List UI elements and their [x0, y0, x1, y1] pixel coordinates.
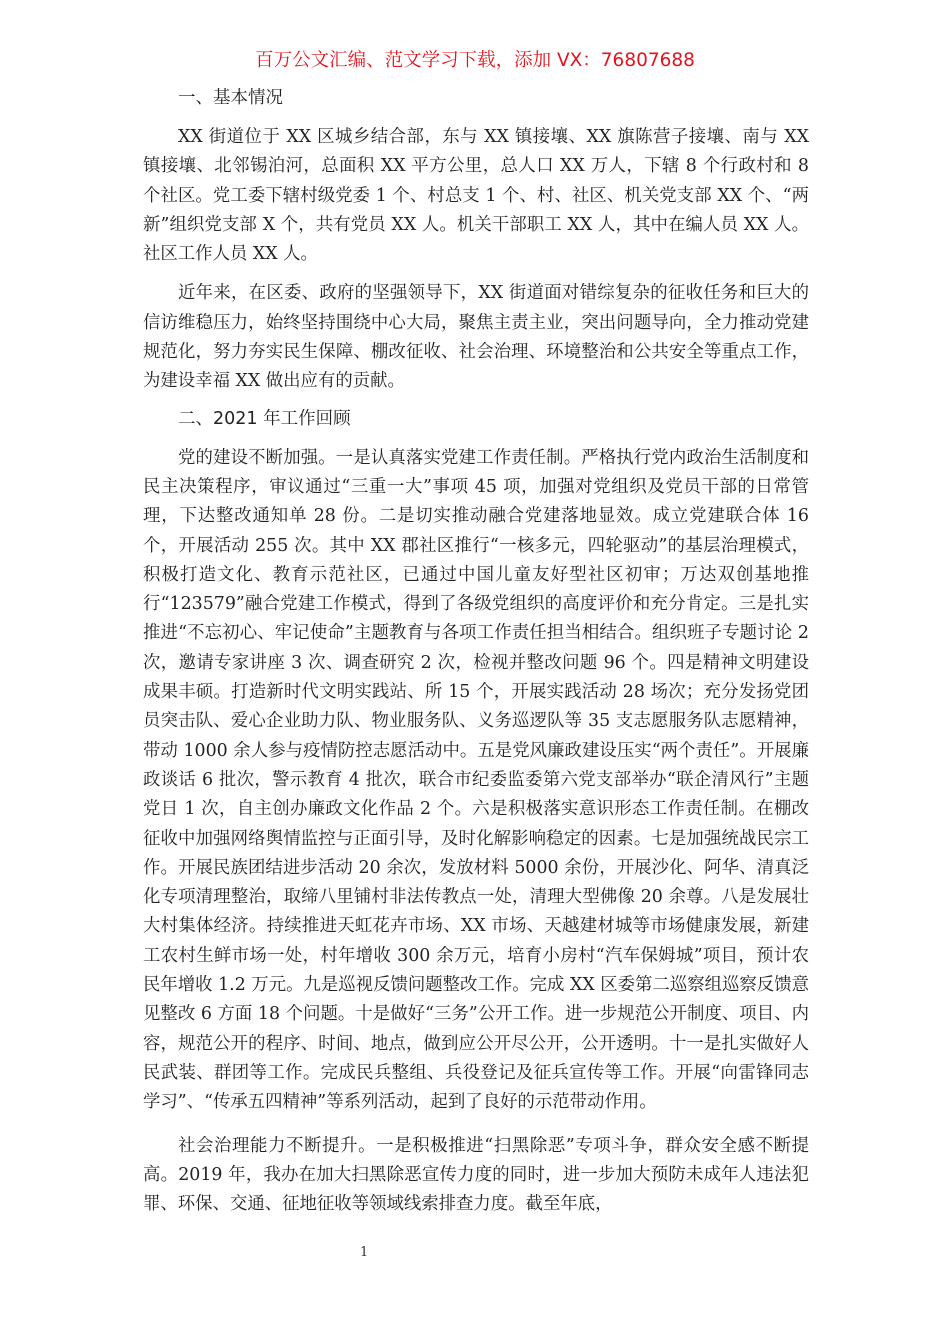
paragraph-social-governance: 社会治理能力不断提升。一是积极推进“扫黑除恶”专项斗争，群众安全感不断提高。2019 年，我办在加大扫黑除恶宣传力度的同时，进一步加大预防未成年人违法犯罪、环保、交通、征地征收等领域线索排查力度。截至年底，: [143, 1135, 809, 1215]
watermark-banner: 百万公文汇编、范文学习下载，添加 VX：76807688: [255, 50, 695, 71]
section-heading-basic-info: 一、基本情况: [178, 88, 283, 108]
page-number: 1: [360, 1245, 369, 1260]
document-body: [143, 84, 809, 1219]
paragraph-overview: XX 街道位于 XX 区城乡结合部，东与 XX 镇接壤、XX 旗陈营子接壤、南与 XX 镇接壤、北邻锡泊河，总面积 XX 平方公里，总人口 XX 万人，下辖 8 个行政村和 8 个社区。党工委下辖村级党委 1 个、村总支 1 个、村、社区、机关党支部 XX 个、“两新”组织党支部 X 个，共有党员 XX 人。机关干部职工 XX 人，其中在编人员 XX 人。社区工作人员 XX 人。: [143, 127, 809, 265]
paragraph-party-building: 党的建设不断加强。一是认真落实党建工作责任制。严格执行党内政治生活制度和民主决策程序，审议通过“三重一大”事项 45 项，加强对党组织及党员干部的日常管理，下达整改通知单 28 份。二是切实推动融合党建落地显效。成立党建联合体 16 个，开展活动 255 次。其中 XX 郡社区推行“一核多元，四轮驱动”的基层治理模式，积极打造文化、教育示范社区，已通过中国儿童友好型社区初审；万达双创基地推行“123579”融合党建工作模式，得到了各级党组织的高度评价和充分肯定。三是扎实推进“不忘初心、牢记使命”主题教育与各项工作责任担当相结合。组织班子专题讨论 2 次，邀请专家讲座 3 次、调查研究 2 次，检视并整改问题 96 个。四是精神文明建设成果丰硕。打造新时代文明实践站、所 15 个，开展实践活动 28 场次；充分发扬党团员突击队、爱心企业助力队、物业服务队、义务巡逻队等 35 支志愿服务队志愿精神，带动 1000 余人参与疫情防控志愿活动中。五是党风廉政建设压实“两个责任”。开展廉政谈话 6 批次，警示教育 4 批次，联合市纪委监委第六党支部举办“联企清风行”主题党日 1 次，自主创办廉政文化作品 2 个。六是积极落实意识形态工作责任制。在棚改征收中加强网络舆情监控与正面引导，及时化解影响稳定的因素。七是加强统战民宗工作。开展民族团结进步活动 20 余次，发放材料 5000 余份，开展沙化、阿华、清真泛化专项清理整治，取缔八里铺村非法传教点一处，清理大型佛像 20 余尊。八是发展壮大村集体经济。持续推进天虹花卉市场、XX 市场、天越建材城等市场健康发展，新建工农村生鲜市场一处，村年增收 300 余万元，培育小房村“汽车保姆城”项目，预计农民年增收 1.2 万元。九是巡视反馈问题整改工作。完成 XX 区委第二巡察组巡察反馈意见整改 6 方面 18 个问题。十是做好“三务”公开工作。进一步规范公开制度、项目、内容，规范公开的程序、时间、地点，做到应公开尽公开，公开透明。十一是扎实做好人民武装、群团等工作。完成民兵整组、兵役登记及征兵宣传等工作。开展“向雷锋同志学习”、“传承五四精神”等系列活动，起到了良好的示范带动作用。: [143, 447, 809, 1113]
paragraph-recent-years: 近年来，在区委、政府的坚强领导下，XX 街道面对错综复杂的征收任务和巨大的信访维稳压力，始终坚持围绕中心大局，聚焦主责主业，突出问题导向，全力推动党建规范化，努力夯实民生保障、棚改征收、社会治理、环境整治和公共安全等重点工作，为建设幸福 XX 做出应有的贡献。: [143, 283, 809, 392]
section-heading-work-review: 二、2021 年工作回顾: [178, 408, 351, 429]
